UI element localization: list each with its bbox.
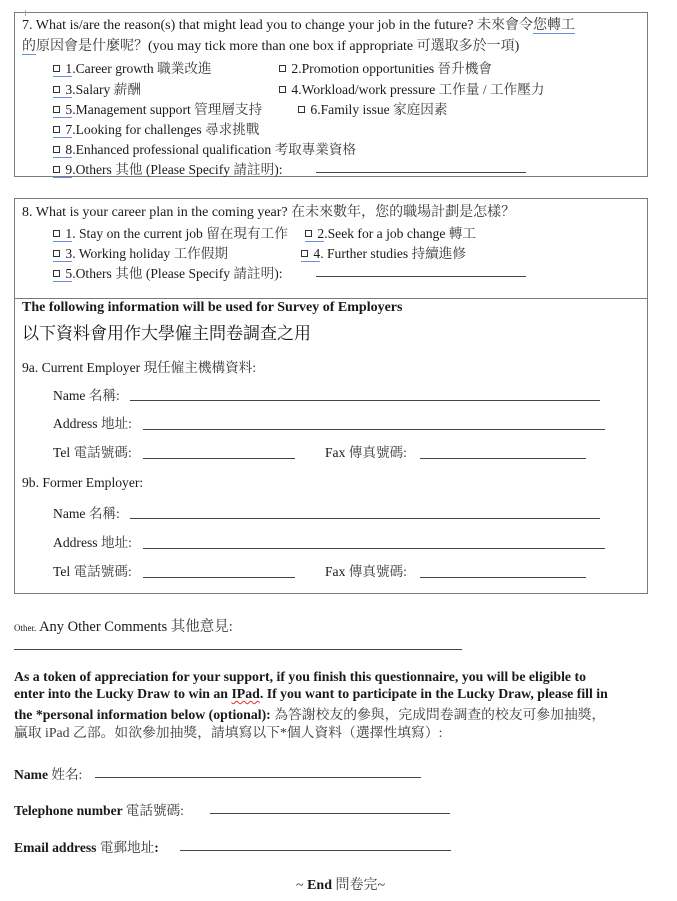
q7-option-1[interactable]: 1.Career growth 職業改進 bbox=[53, 57, 212, 77]
q7-option-2[interactable]: 2.Promotion opportunities 晉升機會 bbox=[279, 57, 492, 77]
personal-phone-input[interactable] bbox=[210, 813, 450, 814]
checkbox-icon[interactable] bbox=[279, 86, 286, 93]
current-employer-address-input[interactable] bbox=[143, 429, 605, 430]
former-employer-tel-label: Tel 電話號碼: bbox=[53, 564, 132, 579]
checkbox-icon[interactable] bbox=[53, 65, 60, 72]
q7-others-specify-input[interactable] bbox=[316, 172, 526, 173]
personal-phone-label: Telephone number 電話號碼: bbox=[14, 803, 184, 818]
personal-name-label: Name 姓名: bbox=[14, 767, 83, 782]
employers-heading-zh: 以下資料會用作大學僱主問卷調查之用 bbox=[22, 324, 311, 343]
current-employer-title: 9a. Current Employer 現任僱主機構資料: bbox=[22, 360, 257, 375]
q7-option-4[interactable]: 4.Workload/work pressure 工作量 / 工作壓力 bbox=[279, 78, 544, 98]
current-employer-tel-label: Tel 電話號碼: bbox=[53, 445, 132, 460]
q7-option-3[interactable]: 3.Salary 薪酬 bbox=[53, 78, 141, 98]
checkbox-icon[interactable] bbox=[53, 146, 60, 153]
checkbox-icon[interactable] bbox=[298, 106, 305, 113]
lucky-draw-line3: the *personal information below (optional): 為答謝校友的參與，完成問卷調查的校友可參加抽獎， bbox=[14, 707, 606, 722]
personal-email-label: Email address 電郵地址: bbox=[14, 840, 159, 855]
former-employer-name-label: Name 名稱: bbox=[53, 506, 120, 521]
lucky-draw-line2: enter into the Lucky Draw to win an IPad. If you want to participate in the Lucky Draw, please fill in bbox=[14, 686, 608, 701]
former-employer-tel-input[interactable] bbox=[143, 577, 295, 578]
former-employer-title: 9b. Former Employer: bbox=[22, 475, 144, 490]
checkbox-icon[interactable] bbox=[305, 230, 312, 237]
q7-option-6[interactable]: 6.Family issue 家庭因素 bbox=[298, 98, 447, 118]
q8-option-4[interactable]: 4. Further studies 持續進修 bbox=[301, 242, 466, 262]
q7-option-5[interactable]: 5.Management support 管理層支持 bbox=[53, 98, 262, 118]
former-employer-address-label: Address 地址: bbox=[53, 535, 132, 550]
checkbox-icon[interactable] bbox=[53, 270, 60, 277]
q7-question-line1: 7. What is/are the reason(s) that might lead you to change your job in the future? 未來會令您轉工 bbox=[22, 18, 575, 33]
q7-option-9[interactable]: 9.Others 其他 (Please Specify 請註明): bbox=[53, 158, 283, 178]
section-divider bbox=[14, 298, 648, 299]
checkbox-icon[interactable] bbox=[279, 65, 286, 72]
current-employer-address-label: Address 地址: bbox=[53, 416, 132, 431]
q7-option-8[interactable]: 8.Enhanced professional qualification 考取專業資格 bbox=[53, 138, 356, 158]
q8-option-2[interactable]: 2.Seek for a job change 轉工 bbox=[305, 222, 476, 242]
former-employer-fax-label: Fax 傳真號碼: bbox=[325, 564, 407, 579]
former-employer-name-input[interactable] bbox=[130, 518, 600, 519]
comments-input[interactable] bbox=[14, 649, 462, 650]
checkbox-icon[interactable] bbox=[53, 86, 60, 93]
comments-label: Other. Any Other Comments 其他意見: bbox=[14, 619, 233, 635]
checkbox-icon[interactable] bbox=[53, 106, 60, 113]
checkbox-icon[interactable] bbox=[53, 230, 60, 237]
checkbox-icon[interactable] bbox=[53, 166, 60, 173]
current-employer-fax-label: Fax 傳真號碼: bbox=[325, 445, 407, 460]
end-marker: ~ End 問卷完~ bbox=[296, 878, 386, 893]
q8-option-3[interactable]: 3. Working holiday 工作假期 bbox=[53, 242, 228, 262]
q7-option-7[interactable]: 7.Looking for challenges 尋求挑戰 bbox=[53, 118, 259, 138]
q8-others-specify-input[interactable] bbox=[316, 276, 526, 277]
current-employer-tel-input[interactable] bbox=[143, 458, 295, 459]
former-employer-fax-input[interactable] bbox=[420, 577, 586, 578]
q8-question: 8. What is your career plan in the coming year? 在未來數年，您的職場計劃是怎樣？ bbox=[22, 205, 516, 220]
checkbox-icon[interactable] bbox=[53, 250, 60, 257]
current-employer-fax-input[interactable] bbox=[420, 458, 586, 459]
q7-question-line2: 的原因會是什麼呢？(you may tick more than one box if appropriate 可選取多於一項) bbox=[22, 39, 520, 54]
lucky-draw-line1: As a token of appreciation for your support, if you finish this questionnaire, you will be eligible to bbox=[14, 669, 586, 684]
q8-option-5[interactable]: 5.Others 其他 (Please Specify 請註明): bbox=[53, 262, 283, 282]
current-employer-name-input[interactable] bbox=[130, 400, 600, 401]
q8-option-1[interactable]: 1. Stay on the current job 留在現有工作 bbox=[53, 222, 288, 242]
checkbox-icon[interactable] bbox=[301, 250, 308, 257]
former-employer-address-input[interactable] bbox=[143, 548, 605, 549]
current-employer-name-label: Name 名稱: bbox=[53, 388, 120, 403]
lucky-draw-line4: 贏取 iPad 乙部。如欲參加抽獎，請填寫以下*個人資料（選擇性填寫）: bbox=[14, 725, 443, 740]
employers-heading-en: The following information will be used for Survey of Employers bbox=[22, 300, 403, 315]
personal-name-input[interactable] bbox=[95, 777, 421, 778]
personal-email-input[interactable] bbox=[180, 850, 451, 851]
checkbox-icon[interactable] bbox=[53, 126, 60, 133]
